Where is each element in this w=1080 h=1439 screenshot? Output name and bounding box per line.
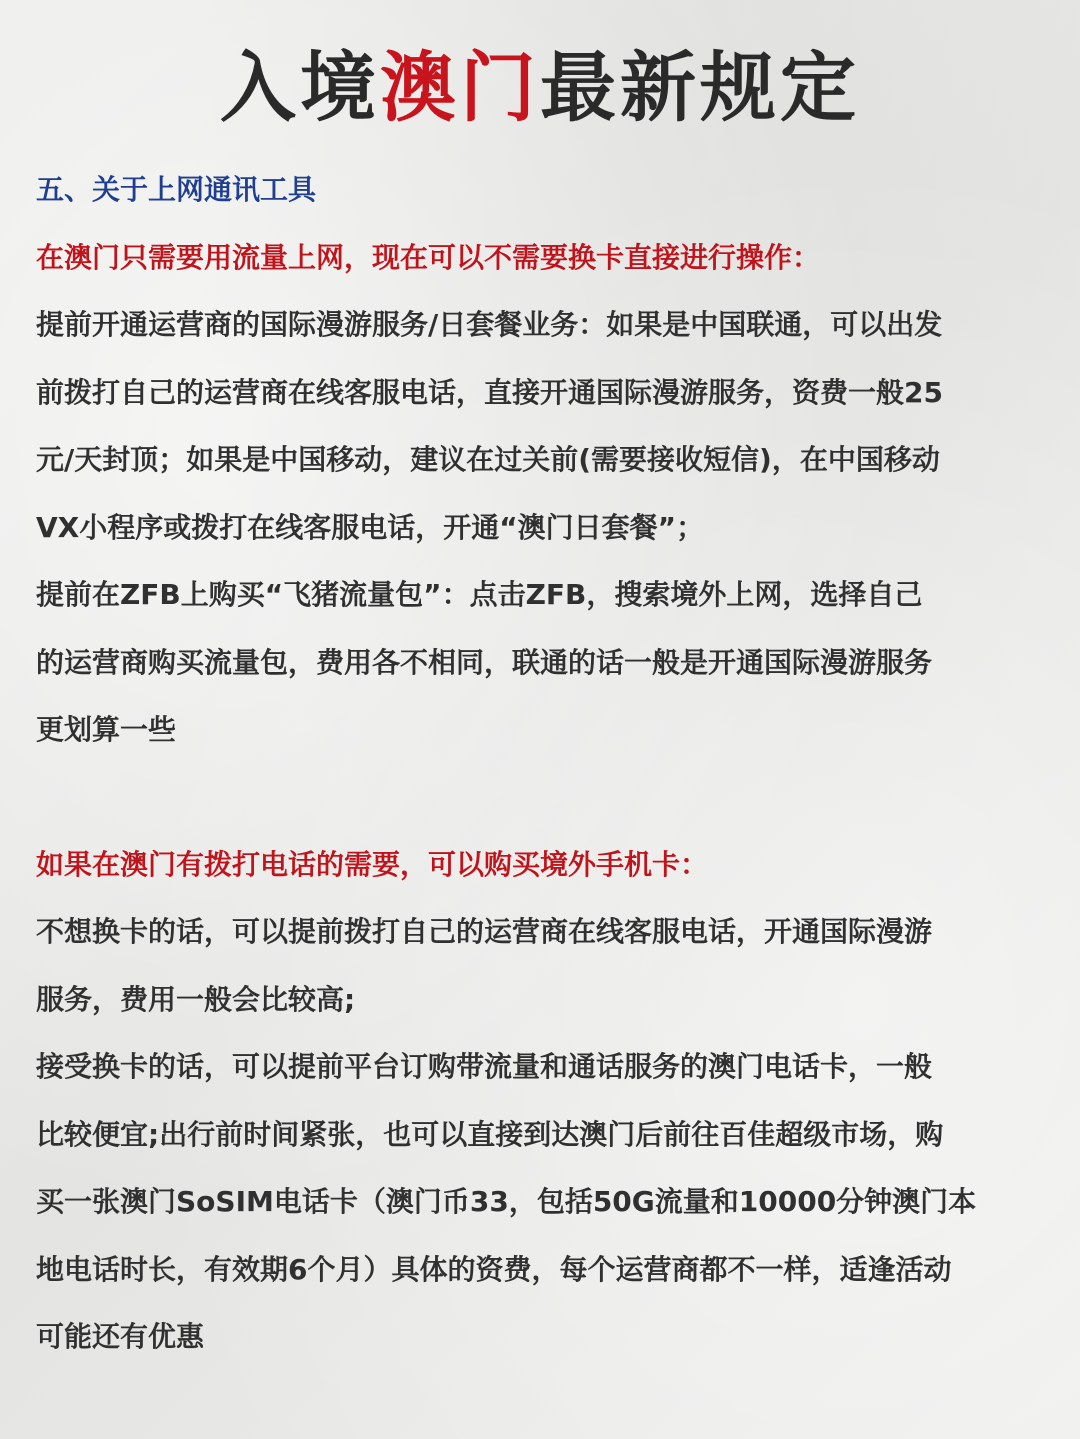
block1-line: 提前在ZFB上购买“飞猪流量包”：点击ZFB，搜索境外上网，选择自己 <box>36 578 923 611</box>
section-heading: 五、关于上网通讯工具 <box>36 173 317 206</box>
block1-line: 更划算一些 <box>36 713 177 746</box>
title-part2: 最新规定 <box>540 43 860 132</box>
title-accent: 澳门 <box>380 43 540 132</box>
title-part1: 入境 <box>220 43 380 132</box>
block1-heading: 在澳门只需要用流量上网，现在可以不需要换卡直接进行操作： <box>36 240 821 274</box>
block2-line: 不想换卡的话，可以提前拨打自己的运营商在线客服电话，开通国际漫游 <box>36 915 933 948</box>
block2-line: 买一张澳门SoSIM电话卡（澳门币33，包括50G流量和10000分钟澳门本 <box>36 1185 977 1218</box>
block2-line: 比较便宜;出行前时间紧张，也可以直接到达澳门后前往百佳超级市场，购 <box>36 1117 944 1151</box>
block2-line: 服务，费用一般会比较高; <box>36 982 356 1016</box>
block1-line: VX小程序或拨打在线客服电话，开通“澳门日套餐”； <box>36 510 705 544</box>
block1-line: 的运营商购买流量包，费用各不相同，联通的话一般是开通国际漫游服务 <box>36 645 933 679</box>
block1-line: 提前开通运营商的国际漫游服务/日套餐业务：如果是中国联通，可以出发 <box>36 308 943 341</box>
block1-line: 元/天封顶；如果是中国移动，建议在过关前(需要接收短信)，在中国移动 <box>36 443 940 476</box>
block1-line: 前拨打自己的运营商在线客服电话，直接开通国际漫游服务，资费一般25 <box>36 375 943 409</box>
block2-line: 地电话时长，有效期6个月）具体的资费，每个运营商都不一样，适逢活动 <box>36 1252 952 1286</box>
article-body <box>36 156 1056 1371</box>
block2-heading: 如果在澳门有拨打电话的需要，可以购买境外手机卡： <box>36 847 709 881</box>
block2-line: 接受换卡的话，可以提前平台订购带流量和通话服务的澳门电话卡，一般 <box>36 1050 933 1083</box>
page-title <box>0 38 1080 138</box>
paragraph-spacer <box>36 764 1056 831</box>
block2-line: 可能还有优惠 <box>36 1320 205 1353</box>
